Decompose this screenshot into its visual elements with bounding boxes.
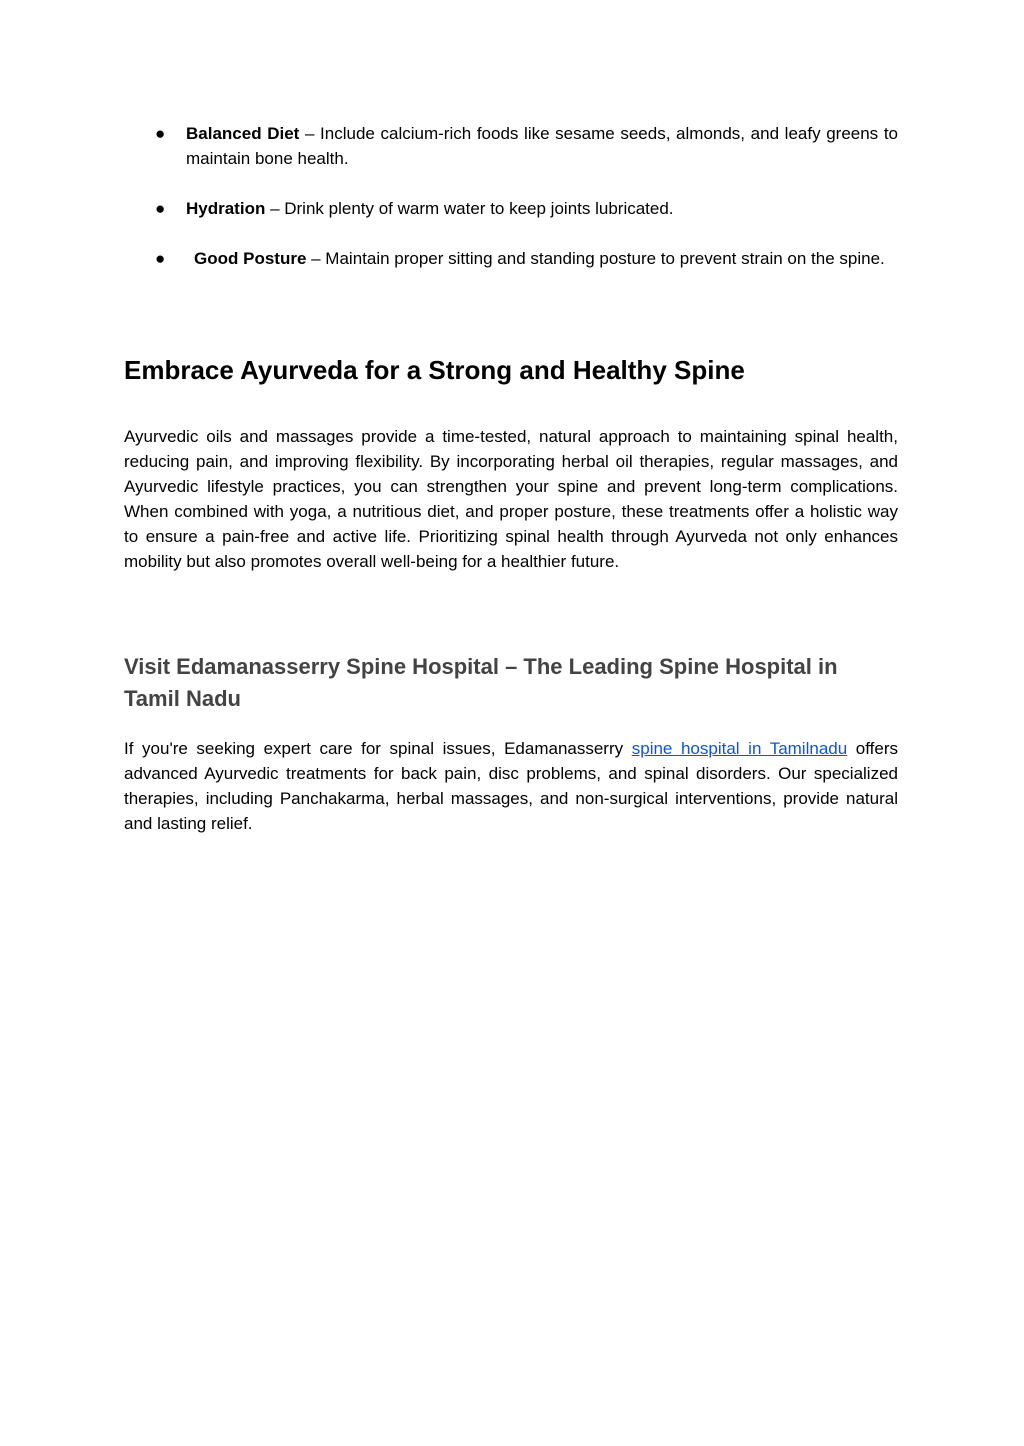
bullet-term: Hydration <box>186 199 266 218</box>
section-heading: Embrace Ayurveda for a Strong and Healthy Spine <box>124 355 745 385</box>
bullet-icon: ● <box>155 199 166 218</box>
bullet-text: – Drink plenty of warm water to keep joints lubricated. <box>265 199 674 218</box>
bullet-item-good-posture <box>124 246 898 271</box>
bullet-item-balanced-diet <box>124 121 898 171</box>
bullet-icon: ● <box>155 249 166 268</box>
bullet-term: Good Posture <box>194 249 307 268</box>
visit-paragraph <box>124 736 898 836</box>
visit-text-before-link: If you're seeking expert care for spinal issues, Edamanasserry <box>124 739 632 758</box>
bullet-text: – Maintain proper sitting and standing posture to prevent strain on the spine. <box>306 249 885 268</box>
spine-hospital-link[interactable]: spine hospital in Tamilnadu <box>631 739 848 758</box>
bullet-icon: ● <box>155 124 166 143</box>
tips-bullet-list <box>124 121 898 296</box>
bullet-item-hydration <box>124 196 898 221</box>
section-paragraph: Ayurvedic oils and massages provide a time-tested, natural approach to maintaining spinal health, reducing pain, and improving flexibility. By incorporating herbal oil therapies, regular massages, and Ayurvedic lifestyle practices, you can strengthen your spine and prevent long-term complications. When combined with yoga, a nutritious diet, and proper posture, these treatments offer a holistic way to ensure a pain-free and active life. Prioritizing spinal health through Ayurveda not only enhances mobility but also promotes overall well-being for a healthier future. <box>124 427 898 571</box>
visit-heading: Visit Edamanasserry Spine Hospital – The Leading Spine Hospital in Tamil Nadu <box>124 654 838 711</box>
bullet-term: Balanced Diet <box>186 124 300 143</box>
visit-text-after-link: offers advanced Ayurvedic treatments for back pain, disc problems, and spinal disorders. Our specialized therapies, including Panchakarma, herbal massages, and non-surgical interventions, provide natural and lasting relief. <box>124 739 898 833</box>
bullet-text: – Include calcium-rich foods like sesame seeds, almonds, and leafy greens to maintain bone health. <box>186 124 898 168</box>
